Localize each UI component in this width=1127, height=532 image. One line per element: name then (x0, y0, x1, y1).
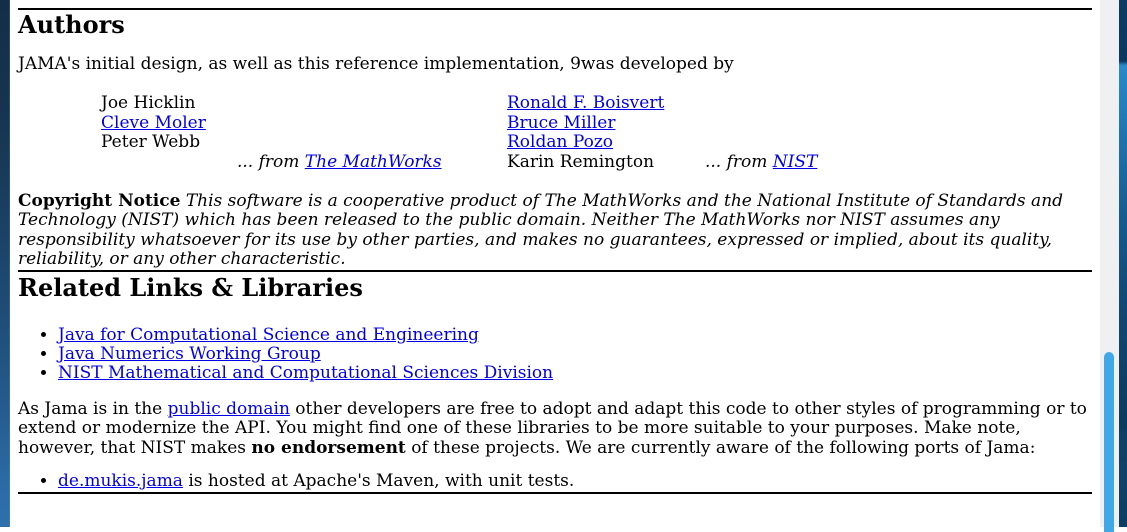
copyright-text: This software is a cooperative product of The MathWorks and the National Institute of Standards and Technology (NIST) which has been released to the public domain. Neither The MathWorks nor NIST assumes any responsibility whatsoever for its use by other parties, and makes no guarantees, expressed or implied, about its quality, reliability, or any other characteristic. (18, 191, 1064, 270)
page-content (10, 0, 1100, 527)
link-java-numerics-working-group[interactable]: Java Numerics Working Group (58, 344, 321, 365)
link-java-computational-science[interactable]: Java for Computational Science and Engineering (58, 324, 479, 345)
ports-list (18, 472, 1092, 491)
window-left-edge (0, 0, 10, 527)
author-link-cleve-moler[interactable]: Cleve Moler (101, 112, 206, 133)
author-name: Karin Remington (507, 151, 655, 172)
list-item (58, 472, 1092, 491)
authors-heading: Authors (18, 10, 125, 39)
from-mathworks-line (237, 153, 507, 172)
authors-section-divider (18, 8, 1092, 10)
author-link (507, 94, 705, 113)
port-description: is hosted at Apache's Maven, with unit tests. (182, 471, 575, 492)
from-prefix: ... from (237, 151, 305, 172)
author-name: Joe Hicklin (101, 93, 196, 114)
de-mukis-jama-link[interactable]: de.mukis.jama (58, 471, 183, 492)
copyright-label: Copyright Notice (18, 191, 181, 212)
nist-link[interactable]: NIST (772, 151, 818, 172)
adopt-paragraph (18, 400, 1092, 458)
public-domain-link[interactable]: public domain (167, 398, 290, 419)
list-item (58, 326, 1092, 345)
from-nist-line (705, 153, 1092, 172)
scrollbar-thumb[interactable] (1104, 352, 1114, 532)
author-link-bruce-miller[interactable]: Bruce Miller (507, 112, 616, 133)
related-section-divider (18, 270, 1092, 272)
link-nist-math-sciences-division[interactable]: NIST Mathematical and Computational Sciences Division (58, 363, 554, 384)
authors-table (18, 94, 1092, 172)
authors-intro: JAMA's initial design, as well as this reference implementation, 9was developed by (18, 54, 734, 74)
adopt-text-after: of these projects. We are currently aware of the following ports of Jama: (405, 437, 1036, 458)
list-item (58, 345, 1092, 364)
author-link-ronald-boisvert[interactable]: Ronald F. Boisvert (507, 93, 665, 114)
copyright-notice (18, 192, 1092, 270)
author-link-roldan-pozo[interactable]: Roldan Pozo (507, 132, 614, 153)
related-links-list (18, 326, 1092, 384)
adopt-text-before: As Jama is in the (18, 398, 168, 419)
list-item (58, 364, 1092, 383)
author-link (507, 114, 705, 133)
no-endorsement-text: no endorsement (251, 437, 406, 458)
related-links-heading: Related Links & Libraries (18, 272, 363, 302)
from-prefix: ... from (705, 151, 773, 172)
window-right-edge (1119, 0, 1127, 527)
author-name: Peter Webb (101, 132, 201, 153)
author-link (507, 133, 705, 152)
bottom-divider (18, 492, 1092, 494)
author-link (101, 114, 237, 133)
adopt-text-middle: other developers are free to adopt and adapt this code to other styles of programming or to extend or modernize the API. You might find one of these libraries to be more suitable to your purposes. Make note, however, that NIST makes (18, 398, 1087, 458)
scrollbar-track[interactable] (1100, 0, 1119, 527)
mathworks-link[interactable]: The MathWorks (304, 151, 442, 172)
